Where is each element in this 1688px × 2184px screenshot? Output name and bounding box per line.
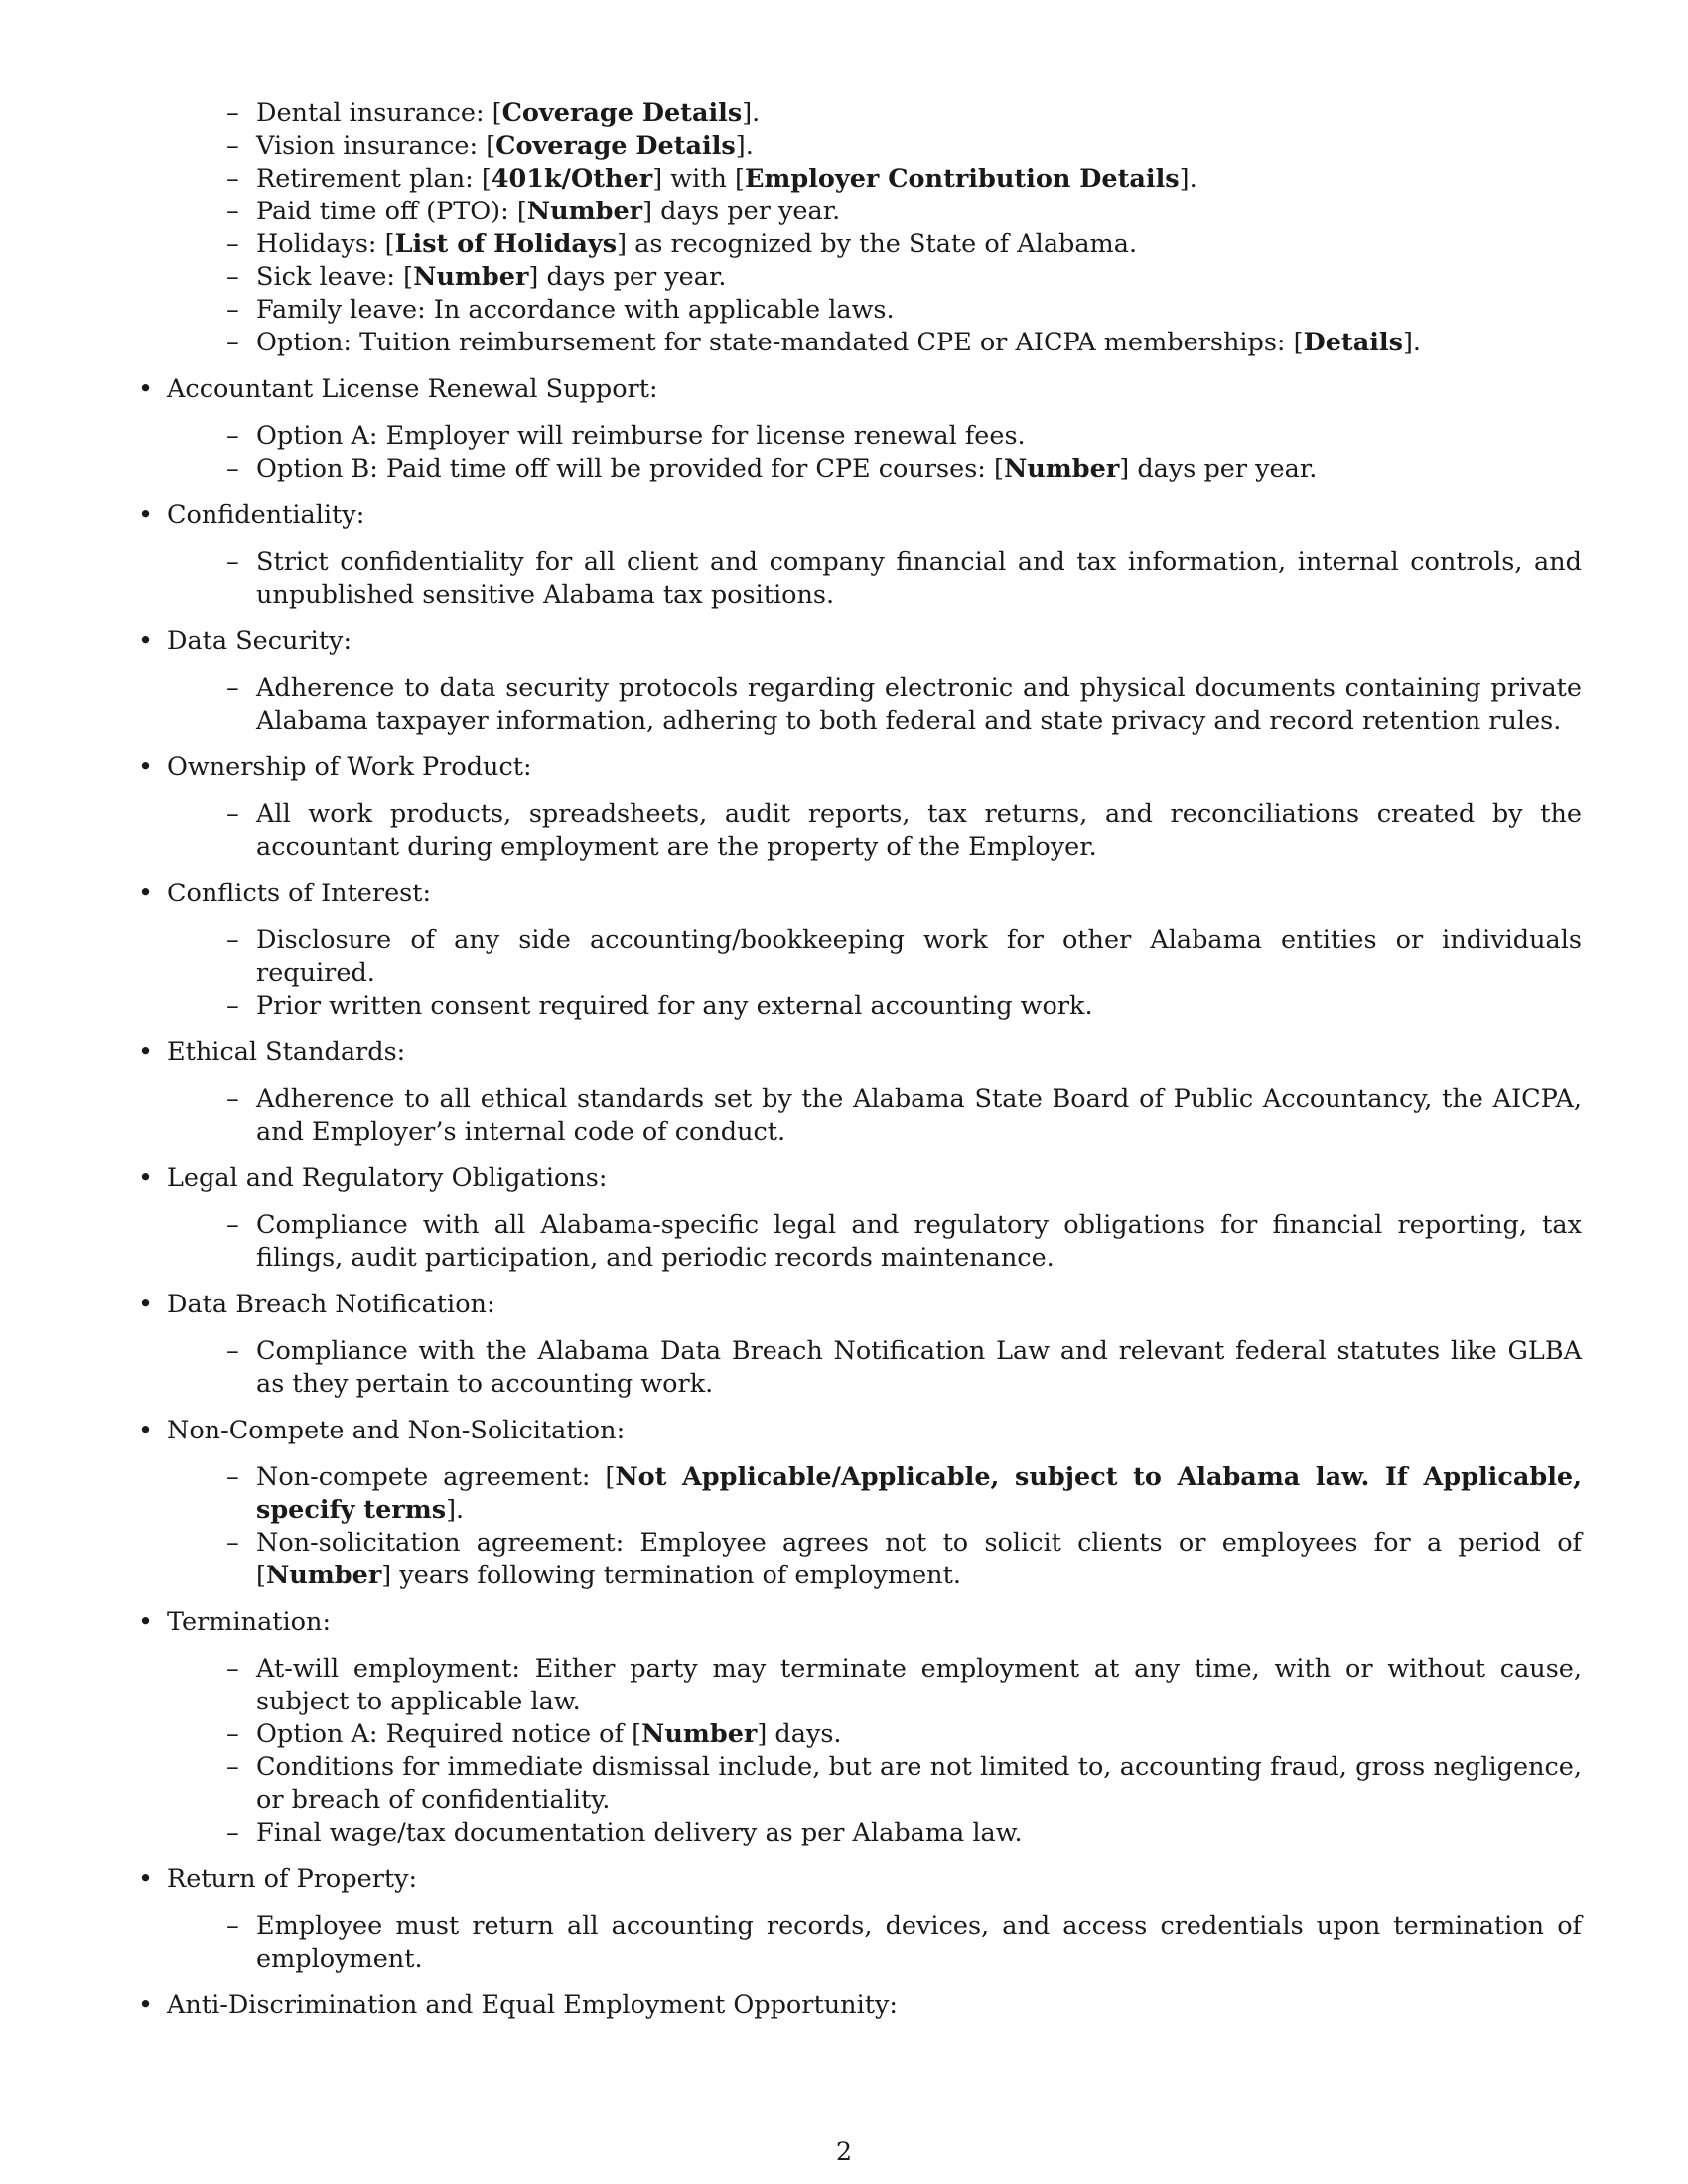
- benefit-item: [226, 327, 1582, 359]
- section-title: Confidentiality:: [167, 500, 365, 530]
- list-item-text: [256, 1084, 1582, 1147]
- list-item: [226, 924, 1582, 990]
- list-item: [226, 1335, 1582, 1401]
- list-item: [226, 1751, 1582, 1817]
- list-item: [226, 1083, 1582, 1149]
- list-item-text: [256, 454, 1317, 483]
- list-item: [226, 420, 1582, 453]
- sub-list: [226, 1335, 1582, 1401]
- text-run: At-will employment: Either party may terminate employment at any time, with or without cause, subject to applicable law.: [256, 1654, 1582, 1716]
- text-run: ] days per year.: [642, 197, 841, 226]
- list-item-text: [256, 328, 1421, 357]
- benefit-item: [226, 163, 1582, 196]
- text-run: ].: [1179, 164, 1197, 194]
- document-body: [137, 97, 1582, 2022]
- sub-list: [226, 420, 1582, 485]
- sub-list: [226, 1461, 1582, 1592]
- list-item-text: [256, 1654, 1582, 1716]
- dash-marker: –: [226, 1752, 239, 1782]
- list-item-text: [256, 421, 1026, 451]
- list-item: [226, 1209, 1582, 1275]
- list-item-text: [256, 262, 726, 292]
- list-item: [226, 1461, 1582, 1527]
- bullet-marker: •: [138, 1037, 154, 1067]
- list-item: [226, 1653, 1582, 1718]
- list-item-text: [256, 1719, 842, 1749]
- text-run: ] as recognized by the State of Alabama.: [617, 229, 1138, 259]
- text-run: Prior written consent required for any external accounting work.: [256, 991, 1093, 1021]
- text-run: Option A: Employer will reimburse for license renewal fees.: [256, 421, 1026, 451]
- list-item-text: [256, 673, 1582, 736]
- text-run: Adherence to all ethical standards set by the Alabama State Board of Public Accountancy, the AICPA, and Employer’s internal code of conduct.: [256, 1084, 1582, 1147]
- dash-marker: –: [226, 164, 239, 194]
- dash-marker: –: [226, 1719, 239, 1749]
- section-title: Conflicts of Interest:: [167, 879, 432, 908]
- dash-marker: –: [226, 1084, 239, 1114]
- placeholder-field: Coverage Details: [495, 131, 736, 161]
- section-title: Ethical Standards:: [167, 1037, 406, 1067]
- bullet-marker: •: [138, 1990, 154, 2020]
- section-title: Non-Compete and Non-Solicitation:: [167, 1416, 626, 1445]
- section-title: Termination:: [167, 1607, 332, 1637]
- section-conflicts-of-interest: [137, 878, 1582, 1023]
- section-title: Anti-Discrimination and Equal Employment Opportunity:: [167, 1990, 898, 2020]
- sub-list: [226, 672, 1582, 738]
- benefit-item: [226, 97, 1582, 130]
- text-run: Option: Tuition reimbursement for state-mandated CPE or AICPA memberships: [: [256, 328, 1304, 357]
- text-run: ] years following termination of employment.: [381, 1561, 961, 1590]
- benefit-item: [226, 294, 1582, 327]
- section-data-breach-notification: [137, 1289, 1582, 1401]
- text-run: Option A: Required notice of [: [256, 1719, 642, 1749]
- list-item: [226, 453, 1582, 485]
- placeholder-field: Number: [265, 1561, 382, 1590]
- text-run: ].: [446, 1495, 465, 1525]
- section-ownership-of-work-product: [137, 751, 1582, 864]
- text-run: Conditions for immediate dismissal include, but are not limited to, accounting fraud, gross negligence, or breach of confidentiality.: [256, 1752, 1582, 1815]
- dash-marker: –: [226, 454, 239, 483]
- section-title: Legal and Regulatory Obligations:: [167, 1163, 608, 1193]
- dash-marker: –: [226, 1462, 239, 1492]
- dash-marker: –: [226, 547, 239, 577]
- bullet-marker: •: [138, 626, 154, 656]
- bullet-marker: •: [138, 1290, 154, 1319]
- text-run: Disclosure of any side accounting/bookkeeping work for other Alabama entities or individuals required.: [256, 925, 1582, 988]
- section-anti-discrimination-and-equal-employment-opportunity: [137, 1989, 1582, 2022]
- sub-list: [226, 924, 1582, 1023]
- list-item-text: [256, 1210, 1582, 1273]
- text-run: Paid time off (PTO): [: [256, 197, 527, 226]
- dash-marker: –: [226, 328, 239, 357]
- dash-marker: –: [226, 131, 239, 161]
- list-item-text: [256, 799, 1582, 862]
- sub-list: [226, 1653, 1582, 1849]
- text-run: Dental insurance: [: [256, 98, 502, 128]
- bullet-section-list: [137, 373, 1582, 2022]
- benefit-item: [226, 261, 1582, 294]
- text-run: Holidays: [: [256, 229, 395, 259]
- bullet-marker: •: [138, 500, 154, 530]
- list-item: [226, 546, 1582, 612]
- sub-list: [226, 546, 1582, 612]
- text-run: ].: [735, 131, 754, 161]
- text-run: Strict confidentiality for all client and company financial and tax information, internal controls, and unpublished sensitive Alabama tax positions.: [256, 547, 1582, 610]
- section-title: Data Security:: [167, 626, 352, 656]
- placeholder-field: Coverage Details: [501, 98, 743, 128]
- list-item: [226, 1817, 1582, 1849]
- dash-marker: –: [226, 197, 239, 226]
- bullet-marker: •: [138, 1607, 154, 1637]
- placeholder-field: Not Applicable/Applicable, subject to Alabama law. If Applicable, specify terms: [256, 1462, 1582, 1525]
- section-return-of-property: [137, 1863, 1582, 1976]
- text-run: Compliance with the Alabama Data Breach Notification Law and relevant federal statutes like GLBA as they pertain to accounting work.: [256, 1336, 1582, 1399]
- text-run: ] days per year.: [1119, 454, 1318, 483]
- dash-marker: –: [226, 1818, 239, 1847]
- text-run: ].: [742, 98, 761, 128]
- section-title: Ownership of Work Product:: [167, 752, 532, 782]
- dash-marker: –: [226, 1528, 239, 1558]
- benefit-item: [226, 196, 1582, 228]
- list-item-text: [256, 1462, 1582, 1525]
- section-termination: [137, 1606, 1582, 1849]
- list-item-text: [256, 1911, 1582, 1974]
- list-item: [226, 672, 1582, 738]
- benefits-continuation-list: [226, 97, 1582, 359]
- sub-list: [226, 1083, 1582, 1149]
- section-legal-and-regulatory-obligations: [137, 1162, 1582, 1275]
- dash-marker: –: [226, 799, 239, 829]
- section-data-security: [137, 625, 1582, 738]
- list-item-text: [256, 164, 1197, 194]
- dash-marker: –: [226, 991, 239, 1021]
- benefit-item: [226, 130, 1582, 163]
- text-run: Final wage/tax documentation delivery as per Alabama law.: [256, 1818, 1023, 1847]
- sub-list: [226, 1910, 1582, 1976]
- placeholder-field: Number: [1003, 454, 1120, 483]
- dash-marker: –: [226, 421, 239, 451]
- list-item: [226, 990, 1582, 1023]
- text-run: Option B: Paid time off will be provided for CPE courses: [: [256, 454, 1004, 483]
- placeholder-field: Number: [641, 1719, 758, 1749]
- dash-marker: –: [226, 925, 239, 955]
- text-run: All work products, spreadsheets, audit reports, tax returns, and reconciliations created by the accountant during employment are the property of the Employer.: [256, 799, 1582, 862]
- list-item-text: [256, 229, 1137, 259]
- list-item-text: [256, 98, 760, 128]
- list-item-text: [256, 991, 1093, 1021]
- dash-marker: –: [226, 1911, 239, 1941]
- section-non-compete-and-non-solicitation: [137, 1415, 1582, 1592]
- list-item: [226, 1527, 1582, 1592]
- section-confidentiality: [137, 499, 1582, 612]
- section-title: Return of Property:: [167, 1864, 418, 1894]
- text-run: ] with [: [652, 164, 745, 194]
- text-run: Retirement plan: [: [256, 164, 492, 194]
- benefit-item: [226, 228, 1582, 261]
- dash-marker: –: [226, 229, 239, 259]
- section-accountant-license-renewal-support: [137, 373, 1582, 485]
- section-ethical-standards: [137, 1036, 1582, 1149]
- placeholder-field: Details: [1303, 328, 1403, 357]
- text-run: ] days.: [757, 1719, 842, 1749]
- bullet-marker: •: [138, 374, 154, 404]
- list-item-text: [256, 1336, 1582, 1399]
- sub-list: [226, 798, 1582, 864]
- bullet-marker: •: [138, 879, 154, 908]
- list-item-text: [256, 1528, 1582, 1590]
- list-item-text: [256, 295, 895, 325]
- bullet-marker: •: [138, 1163, 154, 1193]
- dash-marker: –: [226, 98, 239, 128]
- text-run: Sick leave: [: [256, 262, 414, 292]
- text-run: Vision insurance: [: [256, 131, 496, 161]
- text-run: Employee must return all accounting records, devices, and access credentials upon termination of employment.: [256, 1911, 1582, 1974]
- list-item-text: [256, 925, 1582, 988]
- list-item-text: [256, 197, 840, 226]
- dash-marker: –: [226, 1654, 239, 1684]
- section-title: Data Breach Notification:: [167, 1290, 495, 1319]
- list-item: [226, 1910, 1582, 1976]
- placeholder-field: Number: [526, 197, 643, 226]
- bullet-marker: •: [138, 1864, 154, 1894]
- text-run: Family leave: In accordance with applicable laws.: [256, 295, 895, 325]
- list-item-text: [256, 1752, 1582, 1815]
- text-run: Non-solicitation agreement: Employee agrees not to solicit clients or employees for a period of [: [256, 1528, 1582, 1590]
- dash-marker: –: [226, 1210, 239, 1240]
- bullet-marker: •: [138, 752, 154, 782]
- placeholder-field: 401k/Other: [491, 164, 653, 194]
- placeholder-field: List of Holidays: [394, 229, 618, 259]
- text-run: Compliance with all Alabama-specific legal and regulatory obligations for financial reporting, tax filings, audit participation, and periodic records maintenance.: [256, 1210, 1582, 1273]
- text-run: ].: [1402, 328, 1422, 357]
- placeholder-field: Employer Contribution Details: [744, 164, 1180, 194]
- dash-marker: –: [226, 262, 239, 292]
- list-item-text: [256, 547, 1582, 610]
- list-item-text: [256, 1818, 1023, 1847]
- page-number: 2: [835, 2137, 853, 2167]
- text-run: ] days per year.: [528, 262, 727, 292]
- placeholder-field: Number: [413, 262, 529, 292]
- bullet-marker: •: [138, 1416, 154, 1445]
- list-item: [226, 1718, 1582, 1751]
- list-item-text: [256, 131, 754, 161]
- dash-marker: –: [226, 673, 239, 703]
- sub-list: [226, 1209, 1582, 1275]
- section-title: Accountant License Renewal Support:: [167, 374, 658, 404]
- dash-marker: –: [226, 1336, 239, 1366]
- dash-marker: –: [226, 295, 239, 325]
- list-item: [226, 798, 1582, 864]
- text-run: Adherence to data security protocols regarding electronic and physical documents containing private Alabama taxpayer information, adhering to both federal and state privacy and record retention rules.: [256, 673, 1582, 736]
- text-run: Non-compete agreement: [: [256, 1462, 616, 1492]
